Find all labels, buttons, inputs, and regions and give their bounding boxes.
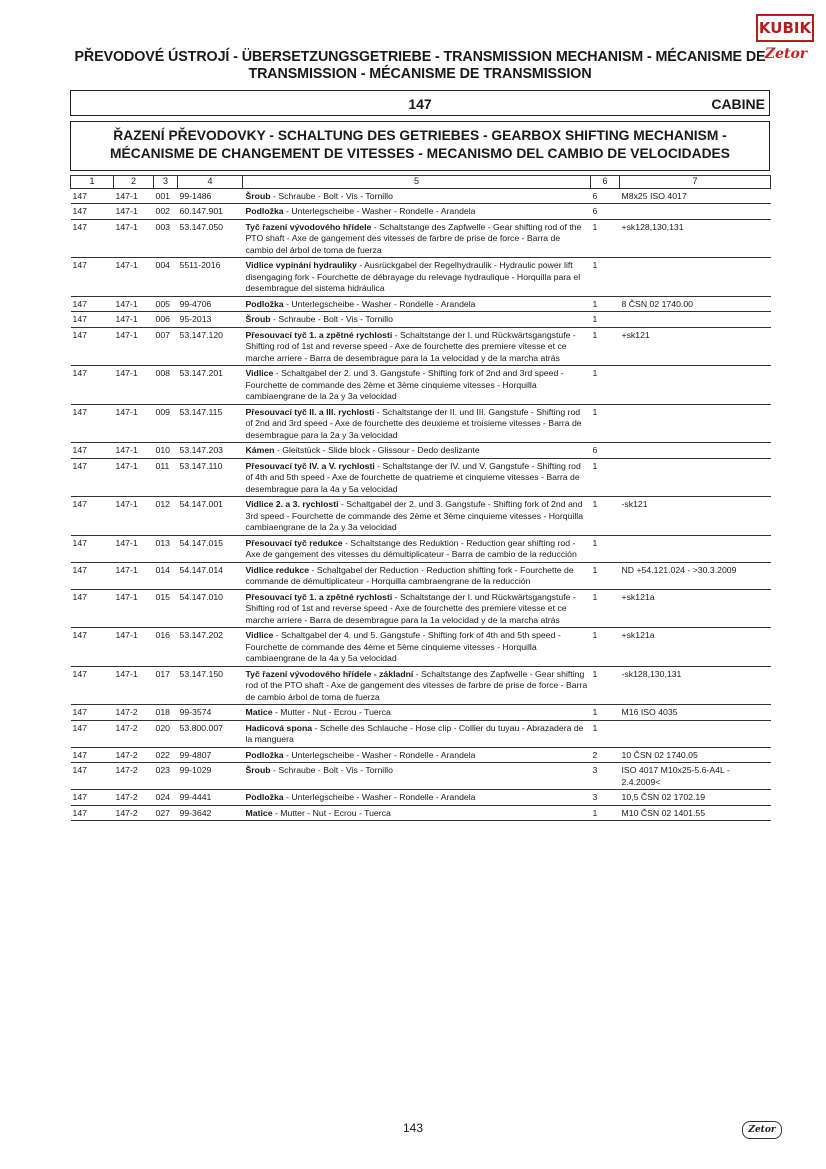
table-row xyxy=(71,705,771,721)
cell-part-number: 53.147.115 xyxy=(178,404,243,443)
cell-group: 147 xyxy=(71,258,114,297)
cell-description xyxy=(243,790,591,806)
cell-note: ND +54.121.024 - >30.3.2009 xyxy=(620,562,771,589)
cell-quantity: 1 xyxy=(591,497,620,536)
cell-position: 001 xyxy=(154,188,178,204)
description-bold: Šroub xyxy=(245,765,271,775)
table-row xyxy=(71,763,771,790)
cell-part-number: 53.147.050 xyxy=(178,219,243,258)
description-text: - Mutter - Nut - Ecrou - Tuerca xyxy=(272,707,391,717)
cell-description xyxy=(243,366,591,405)
cell-quantity: 1 xyxy=(591,589,620,628)
table-row xyxy=(71,790,771,806)
cell-figure: 147-2 xyxy=(114,805,154,821)
cell-figure: 147-1 xyxy=(114,535,154,562)
cell-position: 007 xyxy=(154,327,178,366)
cell-quantity: 1 xyxy=(591,562,620,589)
cell-group: 147 xyxy=(71,705,114,721)
cell-quantity: 1 xyxy=(591,258,620,297)
cell-position: 013 xyxy=(154,535,178,562)
parts-table xyxy=(70,175,771,821)
cell-part-number: 99-3642 xyxy=(178,805,243,821)
cell-figure: 147-1 xyxy=(114,443,154,459)
column-header: 2 xyxy=(114,176,154,189)
description-text: - Unterlegscheibe - Washer - Rondelle - Arandela xyxy=(283,298,476,309)
table-row xyxy=(71,805,771,821)
cell-note: M16 ISO 4035 xyxy=(620,705,771,721)
cell-note: +sk121a xyxy=(620,589,771,628)
description-bold: Podložka xyxy=(245,792,284,802)
cell-part-number: 99-4706 xyxy=(178,296,243,312)
description-bold: Tyč řazení vývodového hřídele - základní xyxy=(245,668,414,679)
cell-note: 8 ČSN 02 1740.00 xyxy=(620,296,771,312)
description-text: - Ausrückgabel der Regelhydraulik - Hydraulic power lift disengaging fork - Fourchette de débrayage du relevage hydraulique - Horquilla para el desembrague del sistema hidráulica xyxy=(245,260,581,293)
cell-group: 147 xyxy=(71,404,114,443)
description-text: - Schaltstange der II. und III. Gangstufe - Shifting rod of 2nd and 3rd speed - Axe de fourchette des deuxieme et troisieme vitesses - Barra de desembrague para la 2a y 3a velocidad xyxy=(245,406,582,440)
cell-part-number: 54.147.001 xyxy=(178,497,243,536)
description-bold: Tyč řazení vývodového hřídele xyxy=(245,221,372,232)
cell-description xyxy=(243,535,591,562)
cell-note: 10 ČSN 02 1740.05 xyxy=(620,747,771,763)
cell-group: 147 xyxy=(71,296,114,312)
kubik-logo: KUBIK xyxy=(756,14,814,42)
description-bold: Přesouvací tyč 1. a zpětné rychlosti xyxy=(245,329,393,340)
description-bold: Matice xyxy=(245,707,273,717)
table-row xyxy=(71,443,771,459)
cell-group: 147 xyxy=(71,312,114,328)
description-bold: Přesouvací tyč 1. a zpětné rychlosti xyxy=(245,591,393,602)
cell-quantity: 1 xyxy=(591,296,620,312)
column-header: 7 xyxy=(620,176,771,189)
cell-group: 147 xyxy=(71,589,114,628)
cell-note xyxy=(620,258,771,297)
cell-figure: 147-1 xyxy=(114,219,154,258)
cell-description xyxy=(243,443,591,459)
cell-part-number: 99-1029 xyxy=(178,763,243,790)
table-row xyxy=(71,666,771,705)
cell-note xyxy=(620,204,771,220)
cell-position: 003 xyxy=(154,219,178,258)
page-number: 143 xyxy=(402,1121,424,1135)
cell-quantity: 1 xyxy=(591,219,620,258)
cell-position: 023 xyxy=(154,763,178,790)
subsection-title-line1: ŘAZENÍ PŘEVODOVKY - SCHALTUNG DES GETRIEBES - GEARBOX SHIFTING MECHANISM - xyxy=(113,128,727,143)
cell-group: 147 xyxy=(71,366,114,405)
cell-position: 008 xyxy=(154,366,178,405)
cell-quantity: 1 xyxy=(591,535,620,562)
cell-position: 017 xyxy=(154,666,178,705)
cell-group: 147 xyxy=(71,747,114,763)
table-row xyxy=(71,535,771,562)
description-bold: Matice xyxy=(245,807,273,818)
cell-quantity: 2 xyxy=(591,747,620,763)
cell-note xyxy=(620,535,771,562)
cell-quantity: 1 xyxy=(591,805,620,821)
cell-figure: 147-2 xyxy=(114,705,154,721)
table-row xyxy=(71,458,771,497)
cell-quantity: 1 xyxy=(591,327,620,366)
cell-position: 020 xyxy=(154,720,178,747)
description-text: - Schelle des Schlauche - Hose clip - Collier du tuyau - Abrazadera de la manguera xyxy=(245,722,584,744)
description-bold: Vidlice xyxy=(245,630,274,640)
subsection-title-line2: MÉCANISME DE CHANGEMENT DE VITESSES - MECANISMO DEL CAMBIO DE VELOCIDADES xyxy=(110,146,730,161)
cell-figure: 147-1 xyxy=(114,366,154,405)
description-text: - Schaltstange des Zapfwelle - Gear shifting rod of the PTO shaft - Axe de gangement des vitesses de farbre de prise de force - Barra de cambio árbol de toma de fuerza xyxy=(245,668,588,702)
cell-description xyxy=(243,219,591,258)
cell-note xyxy=(620,458,771,497)
cell-note xyxy=(620,366,771,405)
description-bold: Šroub xyxy=(245,190,271,201)
cell-quantity: 1 xyxy=(591,628,620,667)
cell-group: 147 xyxy=(71,219,114,258)
cell-position: 012 xyxy=(154,497,178,536)
cell-figure: 147-1 xyxy=(114,666,154,705)
description-text: - Mutter - Nut - Ecrou - Tuerca xyxy=(272,807,391,818)
description-text: - Unterlegscheibe - Washer - Rondelle - Arandela xyxy=(283,749,476,760)
cell-quantity: 1 xyxy=(591,720,620,747)
cell-description xyxy=(243,327,591,366)
description-text: - Unterlegscheibe - Washer - Rondelle - Arandela xyxy=(283,792,476,802)
parts-table-body xyxy=(71,188,771,821)
cell-quantity: 1 xyxy=(591,404,620,443)
description-text: - Schaltstange des Reduktion - Reduction gear shifting rod - Axe de gangement des vitesses du démultiplicateur - Barra de cambio de la reducción xyxy=(245,537,577,559)
cell-position: 015 xyxy=(154,589,178,628)
cell-note: -sk128,130,131 xyxy=(620,666,771,705)
cell-group: 147 xyxy=(71,497,114,536)
cell-figure: 147-1 xyxy=(114,312,154,328)
cell-group: 147 xyxy=(71,458,114,497)
cell-quantity: 6 xyxy=(591,443,620,459)
cell-figure: 147-1 xyxy=(114,204,154,220)
page-header-title xyxy=(60,49,780,83)
cell-figure: 147-2 xyxy=(114,720,154,747)
description-text: - Schaltgabel der Reduction - Reduction shifting fork - Fourchette de commande de démultiplicateur - Horquilla cambraengrane de la reducción xyxy=(245,564,574,586)
table-row xyxy=(71,589,771,628)
cell-group: 147 xyxy=(71,535,114,562)
cell-quantity: 1 xyxy=(591,705,620,721)
cell-position: 004 xyxy=(154,258,178,297)
column-header: 5 xyxy=(243,176,591,189)
cell-figure: 147-1 xyxy=(114,589,154,628)
cell-group: 147 xyxy=(71,763,114,790)
cell-description xyxy=(243,666,591,705)
header-title-line2: TRANSMISSION - MÉCANISME DE TRANSMISSION xyxy=(248,66,592,82)
cell-note: +sk121a xyxy=(620,628,771,667)
cell-figure: 147-1 xyxy=(114,562,154,589)
description-bold: Vidlice redukce xyxy=(245,564,310,575)
description-text: - Schaltstange der IV. und V. Gangstufe - Shifting rod of 4th and 5th speed - Axe de fourchette de quatrieme et cinquieme vitesses - Barra de desembrague para la 4a y 5a velocidad xyxy=(245,460,581,494)
cell-part-number: 53.147.150 xyxy=(178,666,243,705)
cell-note: ISO 4017 M10x25-5.6-A4L - 2.4.2009< xyxy=(620,763,771,790)
cell-description xyxy=(243,562,591,589)
cell-description xyxy=(243,296,591,312)
cell-quantity: 1 xyxy=(591,312,620,328)
column-header: 4 xyxy=(178,176,243,189)
cell-part-number: 53.147.110 xyxy=(178,458,243,497)
table-row xyxy=(71,312,771,328)
cell-part-number: 5511-2016 xyxy=(178,258,243,297)
cell-part-number: 54.147.010 xyxy=(178,589,243,628)
cell-description xyxy=(243,312,591,328)
cell-figure: 147-1 xyxy=(114,404,154,443)
cell-group: 147 xyxy=(71,562,114,589)
cell-description xyxy=(243,628,591,667)
description-bold: Hadicová spona xyxy=(245,722,313,733)
description-text: - Schraube - Bolt - Vis - Tornillo xyxy=(270,765,393,775)
description-bold: Podložka xyxy=(245,206,284,216)
cell-note: M10 ČSN 02 1401.55 xyxy=(620,805,771,821)
cell-part-number: 53.147.201 xyxy=(178,366,243,405)
cell-quantity: 1 xyxy=(591,458,620,497)
cell-figure: 147-2 xyxy=(114,763,154,790)
table-row xyxy=(71,497,771,536)
cell-position: 009 xyxy=(154,404,178,443)
cell-position: 011 xyxy=(154,458,178,497)
cell-part-number: 60.147.901 xyxy=(178,204,243,220)
cell-part-number: 95-2013 xyxy=(178,312,243,328)
cell-group: 147 xyxy=(71,188,114,204)
cell-part-number: 99-3574 xyxy=(178,705,243,721)
cell-quantity: 6 xyxy=(591,188,620,204)
cell-figure: 147-1 xyxy=(114,458,154,497)
table-row xyxy=(71,720,771,747)
cell-part-number: 53.800.007 xyxy=(178,720,243,747)
header-title-line1: PŘEVODOVÉ ÚSTROJÍ - ÜBERSETZUNGSGETRIEBE - TRANSMISSION MECHANISM - MÉCANISME DE xyxy=(74,49,766,65)
section-cabin-label: CABINE xyxy=(711,96,765,112)
cell-quantity: 3 xyxy=(591,763,620,790)
cell-quantity: 3 xyxy=(591,790,620,806)
table-row xyxy=(71,219,771,258)
cell-figure: 147-1 xyxy=(114,628,154,667)
description-text: - Gleitstück - Slide block - Glissour - Dedo deslizante xyxy=(274,445,480,455)
cell-group: 147 xyxy=(71,720,114,747)
cell-position: 024 xyxy=(154,790,178,806)
cell-group: 147 xyxy=(71,628,114,667)
cell-quantity: 6 xyxy=(591,204,620,220)
description-text: - Unterlegscheibe - Washer - Rondelle - Arandela xyxy=(283,206,476,216)
cell-description xyxy=(243,705,591,721)
description-bold: Kámen xyxy=(245,445,275,455)
cell-position: 016 xyxy=(154,628,178,667)
cell-quantity: 1 xyxy=(591,366,620,405)
cell-group: 147 xyxy=(71,666,114,705)
cell-description xyxy=(243,747,591,763)
zetor-logo: Zetor xyxy=(764,46,808,62)
table-header-row xyxy=(71,176,771,189)
subsection-title xyxy=(70,121,770,171)
zetor-footer-logo: Zetor xyxy=(742,1121,782,1139)
description-text: - Schaltstange des Zapfwelle - Gear shifting rod of the PTO shaft - Axe de gangement des vitesses de farbre de prise de force - Barra de cambio del árbol de toma de fuerza xyxy=(245,221,582,255)
description-text: - Schaltgabel der 4. und 5. Gangstufe - Shifting fork of 4th and 5th speed - Fourchette de commande des 4ème et 5ème cinquieme vitesses - Horquilla cambiaengrane de la 4a y 5a velocidad xyxy=(245,630,561,663)
table-row xyxy=(71,204,771,220)
table-row xyxy=(71,562,771,589)
cell-figure: 147-1 xyxy=(114,327,154,366)
description-bold: Vidlice xyxy=(245,368,274,378)
column-header: 3 xyxy=(154,176,178,189)
cell-description xyxy=(243,258,591,297)
table-row xyxy=(71,327,771,366)
cell-figure: 147-1 xyxy=(114,296,154,312)
description-text: - Schraube - Bolt - Vis - Tornillo xyxy=(270,190,393,201)
cell-description xyxy=(243,497,591,536)
table-row xyxy=(71,628,771,667)
cell-figure: 147-2 xyxy=(114,790,154,806)
description-bold: Šroub xyxy=(245,314,271,324)
cell-note: -sk121 xyxy=(620,497,771,536)
table-row xyxy=(71,258,771,297)
description-bold: Vidlice vypínání hydrauliky xyxy=(245,260,357,270)
description-bold: Podložka xyxy=(245,298,284,309)
cell-description xyxy=(243,805,591,821)
cell-note: M8x25 ISO 4017 xyxy=(620,188,771,204)
cell-group: 147 xyxy=(71,327,114,366)
description-text: - Schaltstange der I. und Rückwärtsgangstufe - Shifting rod of 1st and reverse speed - Axe de fourchette des premiere vitesse et ce marche arriere - Barra de desembrague para la 1a velocidad y de la marcha atrás xyxy=(245,329,576,363)
cell-group: 147 xyxy=(71,805,114,821)
cell-note: 10,5 ČSN 02 1702.19 xyxy=(620,790,771,806)
section-number: 147 xyxy=(408,96,432,112)
section-header xyxy=(70,90,770,116)
cell-position: 022 xyxy=(154,747,178,763)
cell-position: 014 xyxy=(154,562,178,589)
table-row xyxy=(71,366,771,405)
table-row xyxy=(71,296,771,312)
cell-part-number: 53.147.202 xyxy=(178,628,243,667)
cell-position: 005 xyxy=(154,296,178,312)
cell-group: 147 xyxy=(71,790,114,806)
description-bold: Přesouvací tyč II. a III. rychlosti xyxy=(245,406,375,417)
cell-part-number: 53.147.203 xyxy=(178,443,243,459)
cell-position: 018 xyxy=(154,705,178,721)
description-text: - Schaltgabel der 2. und 3. Gangstufe - Shifting fork of 2nd and 3rd speed - Fourchette de commande des 2ème et 3ème cinquieme vitesses - Horquilla cambiaengrane de la 2a y 3a velocidad xyxy=(245,499,584,532)
description-bold: Vidlice 2. a 3. rychlosti xyxy=(245,499,339,509)
cell-description xyxy=(243,720,591,747)
cell-part-number: 99-4441 xyxy=(178,790,243,806)
cell-group: 147 xyxy=(71,204,114,220)
description-text: - Schaltstange der I. und Rückwärtsgangstufe - Shifting rod of 1st and reverse speed - Axe de fourchette des premiere vitesse et ce marche arriere - Barra de desembrague para la 1a velocidad y de la marcha atrás xyxy=(245,591,576,625)
cell-description xyxy=(243,188,591,204)
description-text: - Schaltgabel der 2. und 3. Gangstufe - Shifting fork of 2nd and 3rd speed - Fourchette de commande des 2ème et 3ème cinquieme vitesses - Horquilla cambiaengrane de la 2a y 3a velocidad xyxy=(245,368,564,401)
cell-note: +sk121 xyxy=(620,327,771,366)
cell-quantity: 1 xyxy=(591,666,620,705)
cell-figure: 147-1 xyxy=(114,188,154,204)
description-text: - Schraube - Bolt - Vis - Tornillo xyxy=(270,314,393,324)
column-header: 6 xyxy=(591,176,620,189)
cell-description xyxy=(243,458,591,497)
cell-part-number: 99-4807 xyxy=(178,747,243,763)
description-bold: Podložka xyxy=(245,749,284,760)
cell-group: 147 xyxy=(71,443,114,459)
cell-position: 002 xyxy=(154,204,178,220)
cell-description xyxy=(243,404,591,443)
cell-note: +sk128,130,131 xyxy=(620,219,771,258)
cell-description xyxy=(243,763,591,790)
cell-part-number: 99-1486 xyxy=(178,188,243,204)
table-row xyxy=(71,188,771,204)
cell-part-number: 54.147.015 xyxy=(178,535,243,562)
cell-position: 006 xyxy=(154,312,178,328)
table-row xyxy=(71,747,771,763)
description-bold: Přesouvací tyč redukce xyxy=(245,537,343,548)
cell-part-number: 54.147.014 xyxy=(178,562,243,589)
cell-position: 010 xyxy=(154,443,178,459)
cell-description xyxy=(243,204,591,220)
cell-part-number: 53.147.120 xyxy=(178,327,243,366)
description-bold: Přesouvací tyč IV. a V. rychlosti xyxy=(245,460,375,471)
cell-note xyxy=(620,443,771,459)
cell-figure: 147-1 xyxy=(114,258,154,297)
table-row xyxy=(71,404,771,443)
cell-figure: 147-2 xyxy=(114,747,154,763)
cell-position: 027 xyxy=(154,805,178,821)
cell-note xyxy=(620,720,771,747)
cell-note xyxy=(620,312,771,328)
cell-description xyxy=(243,589,591,628)
cell-note xyxy=(620,404,771,443)
cell-figure: 147-1 xyxy=(114,497,154,536)
column-header: 1 xyxy=(71,176,114,189)
